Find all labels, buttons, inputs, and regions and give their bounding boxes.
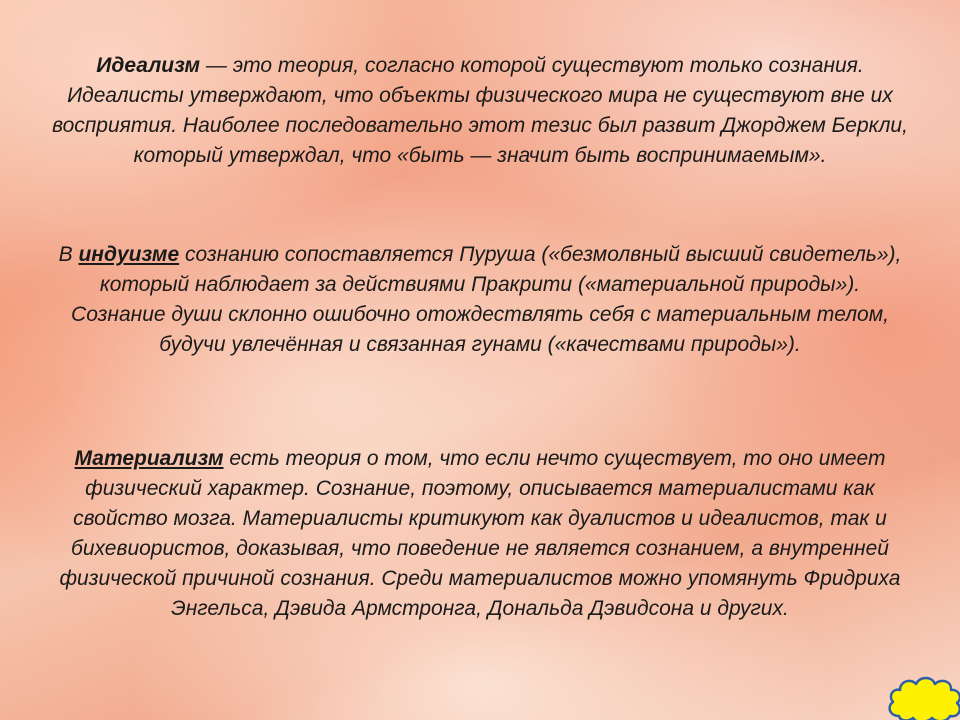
- paragraph-hinduism-prefix: В: [58, 243, 79, 266]
- paragraph-hinduism: [50, 240, 910, 360]
- cloud-icon: [885, 672, 960, 720]
- term-idealism: Идеализм: [96, 54, 201, 77]
- paragraph-materialism: [50, 444, 910, 624]
- paragraph-idealism: [50, 51, 910, 171]
- paragraph-materialism-text: есть теория о том, что если нечто существует, то оно имеет физический характер. Сознание, поэтому, описывается материалистами как свойство мозга. Материалисты критикуют как дуалистов и идеалистов, так и бихевиористов, доказывая, что поведение не является сознанием, а внутренней физической причиной сознания. Среди материалистов можно упомянуть Фридриха Энгельса, Дэвида Армстронга, Дональда Дэвидсона и других.: [59, 447, 901, 620]
- paragraph-hinduism-text: сознанию сопоставляется Пуруша («безмолвный высший свидетель»), который наблюдает за действиями Пракрити («материальной природы»). Сознание души склонно ошибочно отождествлять себя с материальным телом, будучи увлечённая и связанная гунами («качествами природы»).: [71, 243, 902, 356]
- link-materialism[interactable]: Материализм: [74, 447, 224, 470]
- cloud-nav-button[interactable]: [885, 672, 960, 720]
- link-hinduism[interactable]: индуизме: [78, 243, 180, 266]
- paragraph-idealism-text: — это теория, согласно которой существуют только сознания. Идеалисты утверждают, что объекты физического мира не существуют вне их восприятия. Наиболее последовательно этот тезис был развит Джорджем Беркли, который утверждал, что «быть — значит быть воспринимаемым».: [52, 54, 908, 167]
